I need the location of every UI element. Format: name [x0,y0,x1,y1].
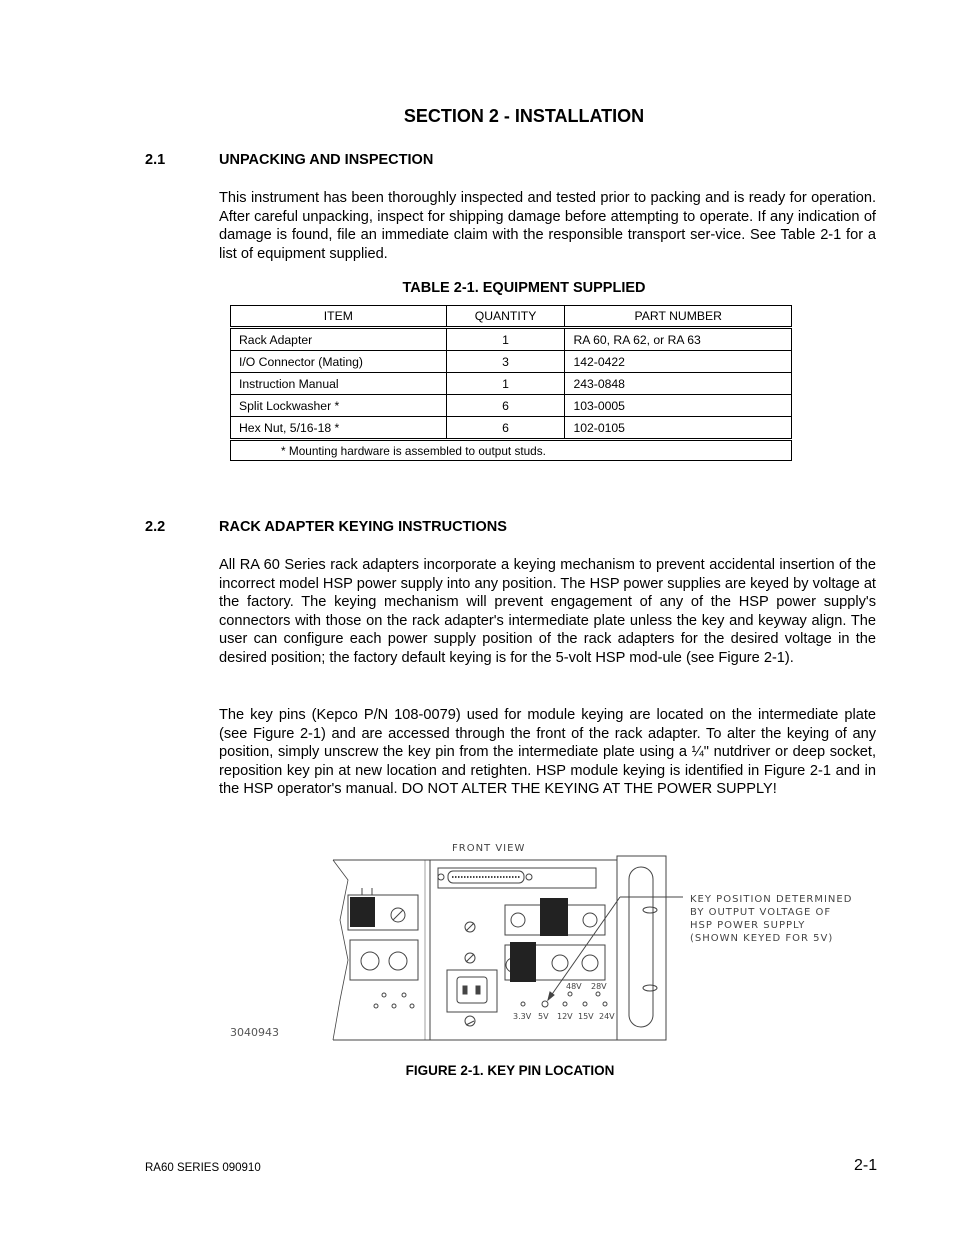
section-2-2-paragraph-2: The key pins (Kepco P/N 108-0079) used for module keying are located on the intermediate plate (see Figure 2-1) and are accessed through the front of the rack adapter. To alter the keying of any position, simply unscrew the key pin from the intermediate plate using a ¼" nutdriver or deep socket, reposition key pin at new location and retighten. HSP module keying is identified in Figure 2-1 and in the HSP operator's manual. DO NOT ALTER THE KEYING AT THE POWER SUPPLY! [219,707,876,798]
panel-outline [333,860,617,1040]
quantity-cell: 3 [446,351,565,373]
screw-icon [361,952,379,970]
footer-document-id: RA60 SERIES 090910 [145,1162,261,1174]
table-row [231,417,792,440]
item-cell: I/O Connector (Mating) [231,351,447,373]
screw-icon [389,952,407,970]
table-caption: TABLE 2-1. EQUIPMENT SUPPLIED [402,280,646,296]
page-number: 2-1 [854,1157,878,1174]
callout-line: BY OUTPUT VOLTAGE OF [690,907,832,918]
voltage-label: 48V [566,982,582,991]
callout-line: HSP POWER SUPPLY [690,920,806,931]
callout-line: (SHOWN KEYED FOR 5V) [690,933,834,944]
ac-inlet [447,970,497,1012]
left-connector-pins [350,897,375,927]
voltage-label: 15V [578,1012,594,1021]
break-line [333,860,348,1040]
item-cell: Hex Nut, 5/16-18 * [231,417,447,440]
item-cell: Instruction Manual [231,373,447,395]
table-note: * Mounting hardware is assembled to output studs. [231,440,792,461]
table-note-row [231,440,792,461]
part-number-cell: 102-0105 [565,417,792,440]
voltage-label: 24V [599,1012,615,1021]
part-number-cell: 243-0848 [565,373,792,395]
part-number-cell: RA 60, RA 62, or RA 63 [565,328,792,351]
column-header-part-number: PART NUMBER [565,306,792,328]
table-row [231,351,792,373]
equipment-table [230,305,792,461]
quantity-cell: 6 [446,417,565,440]
key-pin [542,1001,548,1007]
voltage-label: 5V [538,1012,549,1021]
key-pin-location-figure [0,828,954,1050]
rack-ear [617,856,666,1040]
voltage-label: 12V [557,1012,573,1021]
part-number-cell: 103-0005 [565,395,792,417]
front-view-label: FRONT VIEW [452,843,526,854]
table-row [231,328,792,351]
item-cell: Split Lockwasher * [231,395,447,417]
section-2-2-paragraph-1: All RA 60 Series rack adapters incorporate a keying mechanism to prevent accidental insertion of the incorrect model HSP power supply into any position. The HSP power supplies are keyed by voltage at the factory. The keying mechanism will prevent engagement of any of the HSP power supply's connectors with those on the rack adapter's intermediate plate unless the key and keyway align. The user can configure each power supply position of the rack adapters for the desired voltage in the desired position; the factory default keying is for the 5-volt HSP mod-ule (see Figure 2-1). [219,557,876,666]
table-row [231,373,792,395]
callout-line: KEY POSITION DETERMINED [690,894,853,905]
lower-connector-pins [510,942,536,982]
section-2-2-title: RACK ADAPTER KEYING INSTRUCTIONS [219,519,507,535]
column-header-quantity: QUANTITY [446,306,565,328]
upper-connector-pins [540,898,568,936]
column-header-item: ITEM [231,306,447,328]
part-number-cell: 142-0422 [565,351,792,373]
section-2-1-number: 2.1 [145,152,166,168]
figure-caption: FIGURE 2-1. KEY PIN LOCATION [405,1063,615,1078]
drawing-number: 3040943 [230,1026,279,1039]
quantity-cell: 6 [446,395,565,417]
table-header-row [231,306,792,328]
section-2-1-paragraph: This instrument has been thoroughly inspected and tested prior to packing and is ready for operation. After careful unpacking, inspect for shipping damage before attempting to operate. If any indication of damage is found, file an immediate claim with the responsible transport ser-vice. See Table 2-1 for a list of equipment supplied. [219,190,876,262]
item-cell: Rack Adapter [231,328,447,351]
table-row [231,395,792,417]
quantity-cell: 1 [446,328,565,351]
quantity-cell: 1 [446,373,565,395]
mounting-slot [643,907,657,913]
mounting-slot [643,985,657,991]
section-2-2-number: 2.2 [145,519,166,535]
voltage-label: 28V [591,982,607,991]
page-title: SECTION 2 - INSTALLATION [403,106,645,126]
voltage-label: 3.3V [513,1012,532,1021]
handle [629,867,653,1027]
section-2-1-title: UNPACKING AND INSPECTION [219,152,434,168]
